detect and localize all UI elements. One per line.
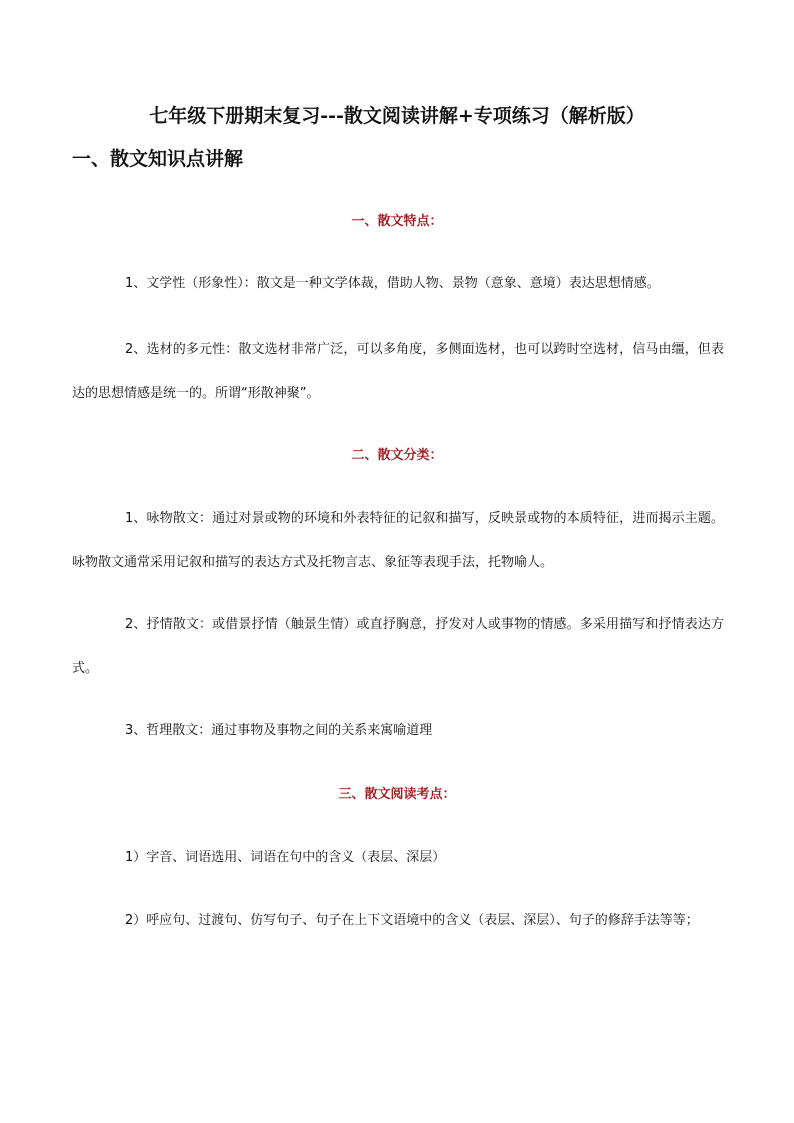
paragraph-exam-points-2: 2）呼应句、过渡句、仿写句子、句子在上下文语境中的含义（表层、深层）、句子的修辞手法等等；: [125, 913, 699, 928]
paragraph-exam-points-1: 1）字音、词语选用、词语在句中的含义（表层、深层）: [125, 850, 446, 865]
paragraph-features-2: 2、选材的多元性：散文选材非常广泛，可以多角度，多侧面选材，也可以跨时空选材，信马由缰，但表达的思想情感是统一的。所谓“形散神聚”。: [72, 342, 724, 401]
paragraph-categories-3: 3、哲理散文：通过事物及事物之间的关系来寓喻道理: [125, 723, 433, 738]
paragraph-categories-2: 2、抒情散文：或借景抒情（触景生情）或直抒胸意，抒发对人或事物的情感。多采用描写和抒情表达方式。: [72, 617, 724, 676]
section-heading-exam-points: 三、散文阅读考点：: [338, 787, 456, 802]
paragraph-features-1: 1、文学性（形象性）：散文是一种文学体裁，借助人物、景物（意象、意境）表达思想情感。: [125, 276, 660, 291]
paragraph-categories-1: 1、咏物散文：通过对景或物的环境和外表特征的记叙和描写，反映景或物的本质特征，进而揭示主题。咏物散文通常采用记叙和描写的表达方式及托物言志、象征等表现手法，托物喻人。: [72, 511, 724, 570]
document-title: 七年级下册期末复习---散文阅读讲解+专项练习（解析版）: [149, 105, 645, 127]
section-heading-features: 一、散文特点：: [351, 214, 443, 229]
section-heading-categories: 二、散文分类：: [351, 448, 443, 463]
part-heading: 一、散文知识点讲解: [72, 148, 244, 170]
